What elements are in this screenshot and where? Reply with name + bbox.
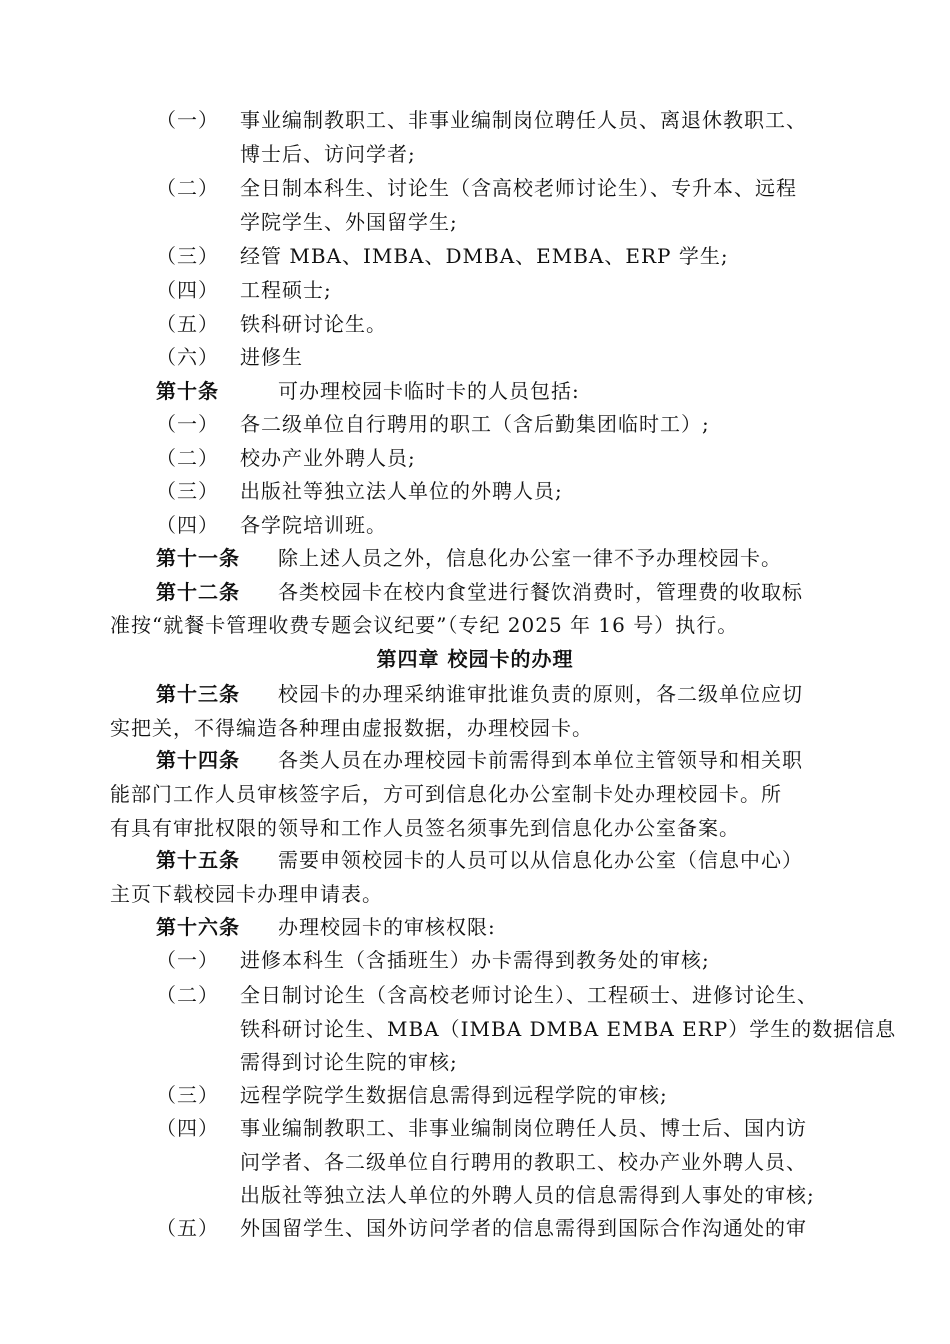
list-c-4-line-1: 事业编制教职工、非事业编制岗位聘任人员、博士后、国内访 bbox=[240, 1116, 807, 1140]
list-a-5-line-1: 铁科研讨论生。 bbox=[240, 312, 387, 336]
list-a-1-line-2: 博士后、访问学者; bbox=[240, 142, 416, 166]
list-c-3-line-1: 远程学院学生数据信息需得到远程学院的审核; bbox=[240, 1083, 668, 1107]
article-13-line-2: 实把关，不得编造各种理由虚报数据，办理校园卡。 bbox=[110, 716, 593, 740]
chapter-title: 第四章 校园卡的办理 bbox=[376, 647, 574, 671]
article-16-text: 办理校园卡的审核权限: bbox=[278, 915, 496, 939]
list-b-3-mark: （三） bbox=[156, 479, 219, 503]
article-11-label: 第十一条 bbox=[156, 546, 240, 570]
list-a-4-line-1: 工程硕士; bbox=[240, 278, 332, 302]
list-b-4-mark: （四） bbox=[156, 513, 219, 537]
article-10-label: 第十条 bbox=[156, 379, 219, 403]
article-12-label: 第十二条 bbox=[156, 580, 240, 604]
list-c-5-mark: （五） bbox=[156, 1216, 219, 1240]
article-15-label: 第十五条 bbox=[156, 848, 240, 872]
article-13-label: 第十三条 bbox=[156, 682, 240, 706]
article-16-label: 第十六条 bbox=[156, 915, 240, 939]
list-b-1-mark: （一） bbox=[156, 412, 219, 436]
list-c-2-mark: （二） bbox=[156, 983, 219, 1007]
list-b-3-line-1: 出版社等独立法人单位的外聘人员; bbox=[240, 479, 563, 503]
list-c-2-line-2: 铁科研讨论生、MBA（IMBA DMBA EMBA ERP）学生的数据信息 bbox=[240, 1017, 897, 1041]
list-a-2-line-2: 学院学生、外国留学生; bbox=[240, 210, 458, 234]
list-b-4-line-1: 各学院培训班。 bbox=[240, 513, 387, 537]
list-c-1-line-1: 进修本科生（含插班生）办卡需得到教务处的审核; bbox=[240, 948, 710, 972]
list-a-2-line-1: 全日制本科生、讨论生（含高校老师讨论生）、专升本、远程 bbox=[240, 176, 797, 200]
list-a-3-mark: （三） bbox=[156, 244, 219, 268]
list-c-3-mark: （三） bbox=[156, 1083, 219, 1107]
article-14-line-2: 能部门工作人员审核签字后，方可到信息化办公室制卡处办理校园卡。所 bbox=[110, 782, 782, 806]
list-c-4-line-3: 出版社等独立法人单位的外聘人员的信息需得到人事处的审核; bbox=[240, 1183, 815, 1207]
list-a-4-mark: （四） bbox=[156, 278, 219, 302]
list-c-5-line-1: 外国留学生、国外访问学者的信息需得到国际合作沟通处的审 bbox=[240, 1216, 807, 1240]
list-b-2-line-1: 校办产业外聘人员; bbox=[240, 446, 416, 470]
list-c-1-mark: （一） bbox=[156, 948, 219, 972]
list-c-2-line-3: 需得到讨论生院的审核; bbox=[240, 1050, 458, 1074]
list-a-1-line-1: 事业编制教职工、非事业编制岗位聘任人员、离退休教职工、 bbox=[240, 108, 807, 132]
article-15-line-1: 需要申领校园卡的人员可以从信息化办公室（信息中心） bbox=[278, 848, 803, 872]
list-c-4-line-2: 问学者、各二级单位自行聘用的教职工、校办产业外聘人员、 bbox=[240, 1150, 807, 1174]
list-a-6-line-1: 进修生 bbox=[240, 345, 303, 369]
list-b-2-mark: （二） bbox=[156, 446, 219, 470]
list-b-1-line-1: 各二级单位自行聘用的职工（含后勤集团临时工）; bbox=[240, 412, 710, 436]
article-15-line-2: 主页下载校园卡办理申请表。 bbox=[110, 882, 383, 906]
article-12-line-2: 准按“就餐卡管理收费专题会议纪要”（专纪 2025 年 16 号）执行。 bbox=[110, 613, 739, 637]
article-14-line-1: 各类人员在办理校园卡前需得到本单位主管领导和相关职 bbox=[278, 748, 803, 772]
list-a-6-mark: （六） bbox=[156, 345, 219, 369]
article-14-line-3: 有具有审批权限的领导和工作人员签名须事先到信息化办公室备案。 bbox=[110, 816, 740, 840]
article-12-line-1: 各类校园卡在校内食堂进行餐饮消费时，管理费的收取标 bbox=[278, 580, 803, 604]
article-10-text: 可办理校园卡临时卡的人员包括: bbox=[278, 379, 580, 403]
list-c-4-mark: （四） bbox=[156, 1116, 219, 1140]
article-11-text: 除上述人员之外，信息化办公室一律不予办理校园卡。 bbox=[278, 546, 782, 570]
list-a-1-mark: （一） bbox=[156, 108, 219, 132]
list-a-3-line-1: 经管 MBA、IMBA、DMBA、EMBA、ERP 学生; bbox=[240, 244, 729, 268]
list-a-5-mark: （五） bbox=[156, 312, 219, 336]
article-14-label: 第十四条 bbox=[156, 748, 240, 772]
list-a-2-mark: （二） bbox=[156, 176, 219, 200]
article-13-line-1: 校园卡的办理采纳谁审批谁负责的原则，各二级单位应切 bbox=[278, 682, 803, 706]
list-c-2-line-1: 全日制讨论生（含高校老师讨论生）、工程硕士、进修讨论生、 bbox=[240, 983, 818, 1007]
